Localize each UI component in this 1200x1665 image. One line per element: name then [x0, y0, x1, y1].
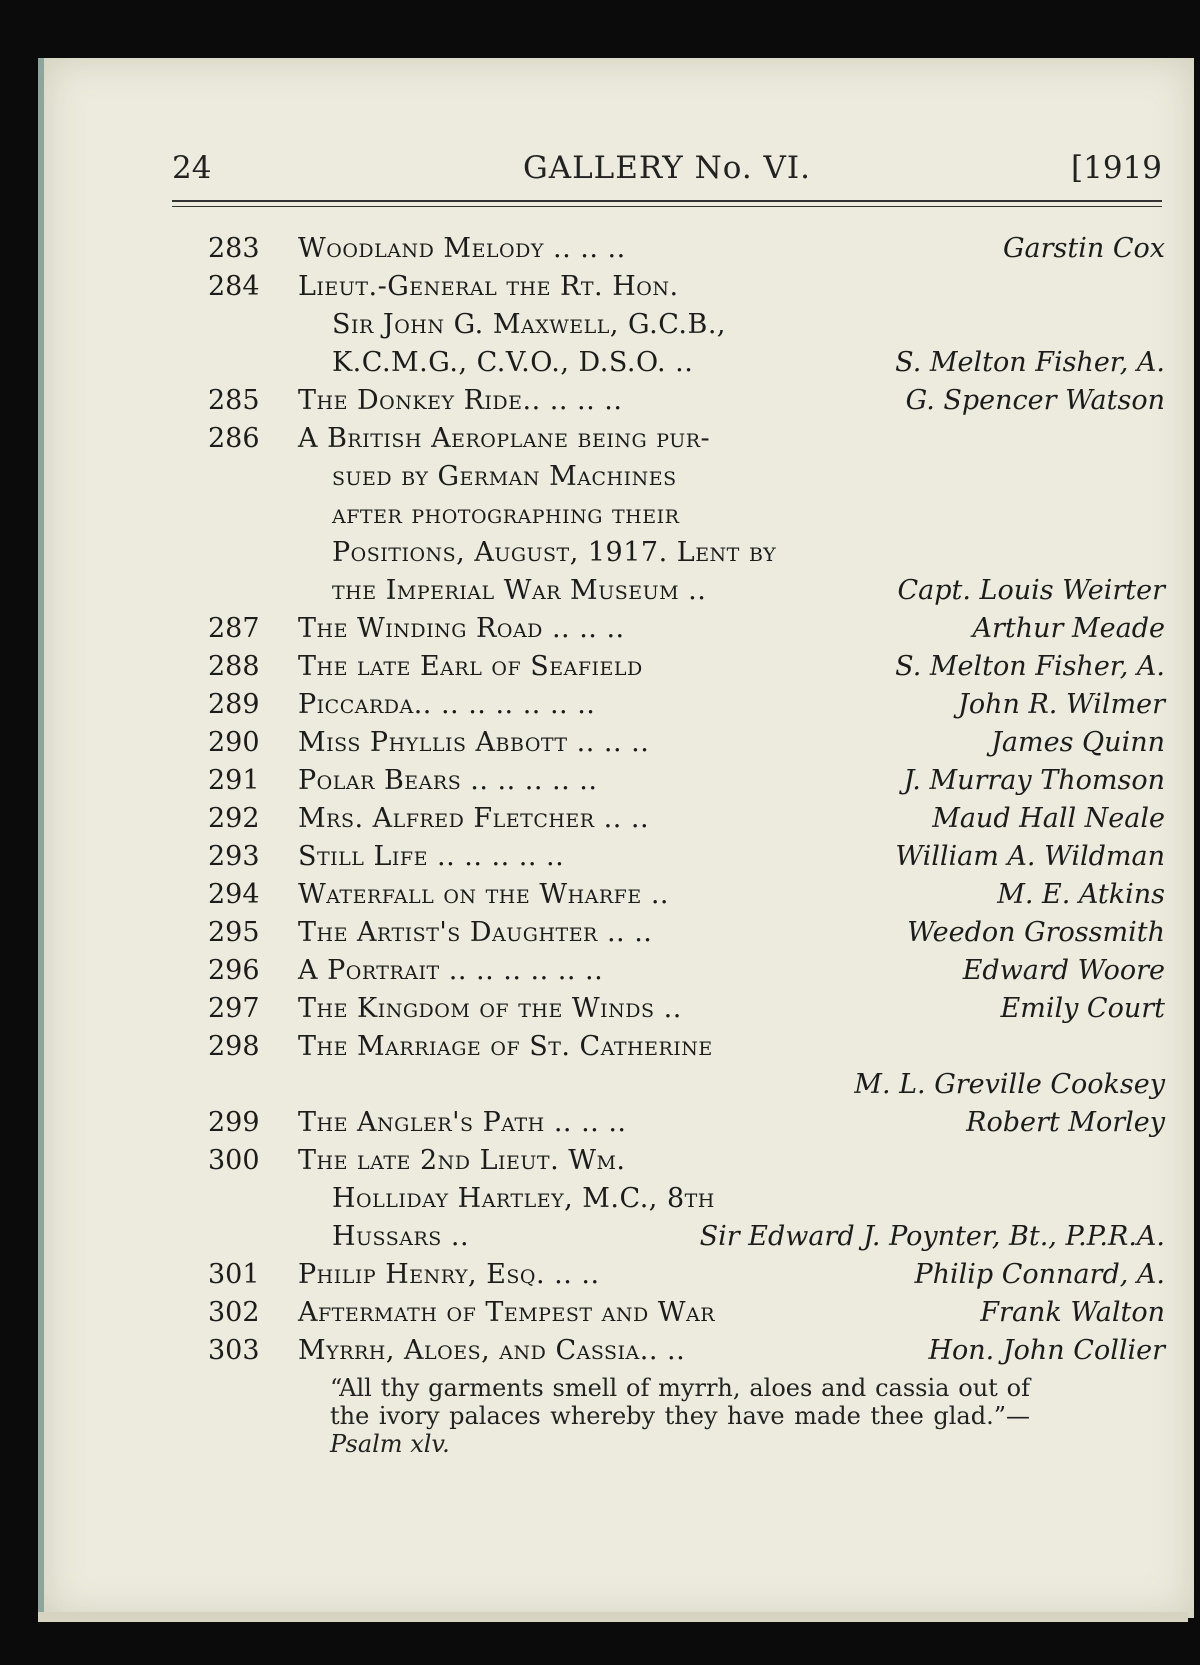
entry-title: A British Aeroplane being pur- — [298, 423, 711, 454]
entry-title: The Angler's Path .. .. .. — [298, 1107, 627, 1138]
entry-artist: Garstin Cox — [1002, 233, 1165, 264]
catalogue-entry — [170, 268, 1165, 382]
header-rule-top — [172, 200, 1162, 202]
entry-title: after photographing their — [332, 499, 680, 530]
entry-number: 289 — [208, 689, 260, 720]
catalogue-entry — [170, 800, 1165, 838]
entry-number: 295 — [208, 917, 260, 948]
entry-number: 296 — [208, 955, 260, 986]
entry-artist: Emily Court — [1000, 993, 1165, 1024]
entry-artist: J. Murray Thomson — [903, 765, 1165, 796]
entry-number: 299 — [208, 1107, 260, 1138]
catalogue-entry — [170, 952, 1165, 990]
quote-source: Psalm xlv. — [330, 1430, 450, 1458]
entry-title: Still Life .. .. .. .. .. — [298, 841, 565, 872]
catalogue-entry — [170, 1142, 1165, 1256]
entry-title: Holliday Hartley, M.C., 8th — [332, 1183, 715, 1214]
entry-title: Woodland Melody .. .. .. — [298, 233, 626, 264]
entry-title: sued by German Machines — [332, 461, 677, 492]
entry-title: Miss Phyllis Abbott .. .. .. — [298, 727, 650, 758]
entry-title: Piccarda.. .. .. .. .. .. .. — [298, 689, 596, 720]
entry-number: 293 — [208, 841, 260, 872]
catalogue-entry — [170, 230, 1165, 268]
catalogue-entry — [170, 914, 1165, 952]
entry-title: Aftermath of Tempest and War — [298, 1297, 716, 1328]
catalogue-entry — [170, 1294, 1165, 1332]
entry-title: Mrs. Alfred Fletcher .. .. — [298, 803, 650, 834]
entry-line — [170, 762, 1165, 800]
entry-line — [170, 1218, 1165, 1256]
entry-number: 301 — [208, 1259, 260, 1290]
entry-line — [170, 610, 1165, 648]
page-title: GALLERY No. VI. — [522, 150, 812, 186]
entry-line — [170, 572, 1165, 610]
entry-line — [170, 230, 1165, 268]
catalogue-entry — [170, 1332, 1165, 1370]
entry-title: Polar Bears .. .. .. .. .. — [298, 765, 598, 796]
entry-title: Philip Henry, Esq. .. .. — [298, 1259, 600, 1290]
header-rule-bottom — [172, 206, 1162, 207]
catalogue-entry — [170, 762, 1165, 800]
entry-artist: John R. Wilmer — [958, 689, 1165, 720]
entry-title: The late 2nd Lieut. Wm. — [298, 1145, 626, 1176]
entry-number: 283 — [208, 233, 260, 264]
catalogue-entry — [170, 382, 1165, 420]
catalogue-entry — [170, 1104, 1165, 1142]
entry-artist: Frank Walton — [980, 1297, 1165, 1328]
entry-title: Sir John G. Maxwell, G.C.B., — [332, 309, 727, 340]
entry-line — [170, 344, 1165, 382]
entry-artist: Capt. Louis Weirter — [897, 575, 1165, 606]
entry-title: The Donkey Ride.. .. .. .. — [298, 385, 623, 416]
entry-line — [170, 1332, 1165, 1370]
entry-line — [170, 306, 1165, 344]
entry-number: 287 — [208, 613, 260, 644]
entry-number: 291 — [208, 765, 260, 796]
catalogue-entry — [170, 876, 1165, 914]
entry-number: 288 — [208, 651, 260, 682]
catalogue-entry — [170, 1028, 1165, 1104]
entry-line — [170, 458, 1165, 496]
catalogue-entry — [170, 724, 1165, 762]
entry-title: The Marriage of St. Catherine — [298, 1031, 713, 1062]
entry-line — [170, 1104, 1165, 1142]
entry-number: 292 — [208, 803, 260, 834]
entry-line — [170, 1066, 1165, 1104]
entry-title: the Imperial War Museum .. — [332, 575, 707, 606]
entry-number: 284 — [208, 271, 260, 302]
entry-line — [170, 1256, 1165, 1294]
scripture-quote — [330, 1374, 1030, 1458]
catalogue-entry — [170, 686, 1165, 724]
entry-number: 294 — [208, 879, 260, 910]
entry-line — [170, 952, 1165, 990]
entry-line — [170, 382, 1165, 420]
entry-artist: Weedon Grossmith — [907, 917, 1165, 948]
entry-artist: S. Melton Fisher, A. — [895, 347, 1165, 378]
entry-line — [170, 838, 1165, 876]
entry-artist: G. Spencer Watson — [905, 385, 1165, 416]
entry-line — [170, 724, 1165, 762]
entry-artist: M. L. Greville Cooksey — [854, 1069, 1165, 1100]
entry-title: The late Earl of Seafield — [298, 651, 643, 682]
entry-number: 303 — [208, 1335, 260, 1366]
entry-title: Waterfall on the Wharfe .. — [298, 879, 669, 910]
entry-title: Hussars .. — [332, 1221, 470, 1252]
entry-line — [170, 1180, 1165, 1218]
entry-title: The Artist's Daughter .. .. — [298, 917, 653, 948]
entry-line — [170, 800, 1165, 838]
entry-number: 285 — [208, 385, 260, 416]
entry-title: K.C.M.G., C.V.O., D.S.O. .. — [332, 347, 694, 378]
entry-number: 286 — [208, 423, 260, 454]
entry-line — [170, 914, 1165, 952]
entry-title: Lieut.-General the Rt. Hon. — [298, 271, 679, 302]
entry-artist: Robert Morley — [966, 1107, 1165, 1138]
entry-line — [170, 686, 1165, 724]
catalogue-list — [170, 230, 1165, 1458]
entry-artist: Arthur Meade — [972, 613, 1165, 644]
entry-number: 298 — [208, 1031, 260, 1062]
catalogue-entry — [170, 838, 1165, 876]
entry-line — [170, 990, 1165, 1028]
entry-artist: Maud Hall Neale — [932, 803, 1165, 834]
entry-artist: Sir Edward J. Poynter, Bt., P.P.R.A. — [699, 1221, 1165, 1252]
catalogue-entry — [170, 990, 1165, 1028]
page-year: [1919 — [1071, 150, 1162, 186]
entry-artist: Edward Woore — [962, 955, 1165, 986]
entry-artist: Philip Connard, A. — [914, 1259, 1165, 1290]
entry-number: 297 — [208, 993, 260, 1024]
entry-line — [170, 1028, 1165, 1066]
entry-line — [170, 534, 1165, 572]
entry-line — [170, 648, 1165, 686]
entry-artist: S. Melton Fisher, A. — [895, 651, 1165, 682]
quote-text: “All thy garments smell of myrrh, aloes and cassia out of the ivory palaces whereby they have made thee glad.”— — [330, 1374, 1030, 1430]
entry-title: Positions, August, 1917. Lent by — [332, 537, 777, 568]
entry-artist: Hon. John Collier — [928, 1335, 1165, 1366]
entry-title: Myrrh, Aloes, and Cassia.. .. — [298, 1335, 686, 1366]
entry-artist: James Quinn — [991, 727, 1165, 758]
entry-number: 290 — [208, 727, 260, 758]
running-header — [172, 150, 1162, 202]
entry-title: The Kingdom of the Winds .. — [298, 993, 682, 1024]
entry-line — [170, 1142, 1165, 1180]
catalogue-entry — [170, 1256, 1165, 1294]
entry-line — [170, 1294, 1165, 1332]
entry-title: A Portrait .. .. .. .. .. .. — [298, 955, 604, 986]
catalogue-entry — [170, 610, 1165, 648]
entry-title: The Winding Road .. .. .. — [298, 613, 625, 644]
page-number: 24 — [172, 150, 212, 186]
catalogue-entry — [170, 648, 1165, 686]
entry-line — [170, 420, 1165, 458]
entry-line — [170, 268, 1165, 306]
entry-artist: William A. Wildman — [895, 841, 1165, 872]
entry-number: 302 — [208, 1297, 260, 1328]
entry-number: 300 — [208, 1145, 260, 1176]
page-edge — [38, 1612, 1188, 1622]
catalogue-entry — [170, 420, 1165, 610]
entry-line — [170, 496, 1165, 534]
entry-artist: M. E. Atkins — [997, 879, 1165, 910]
entry-line — [170, 876, 1165, 914]
